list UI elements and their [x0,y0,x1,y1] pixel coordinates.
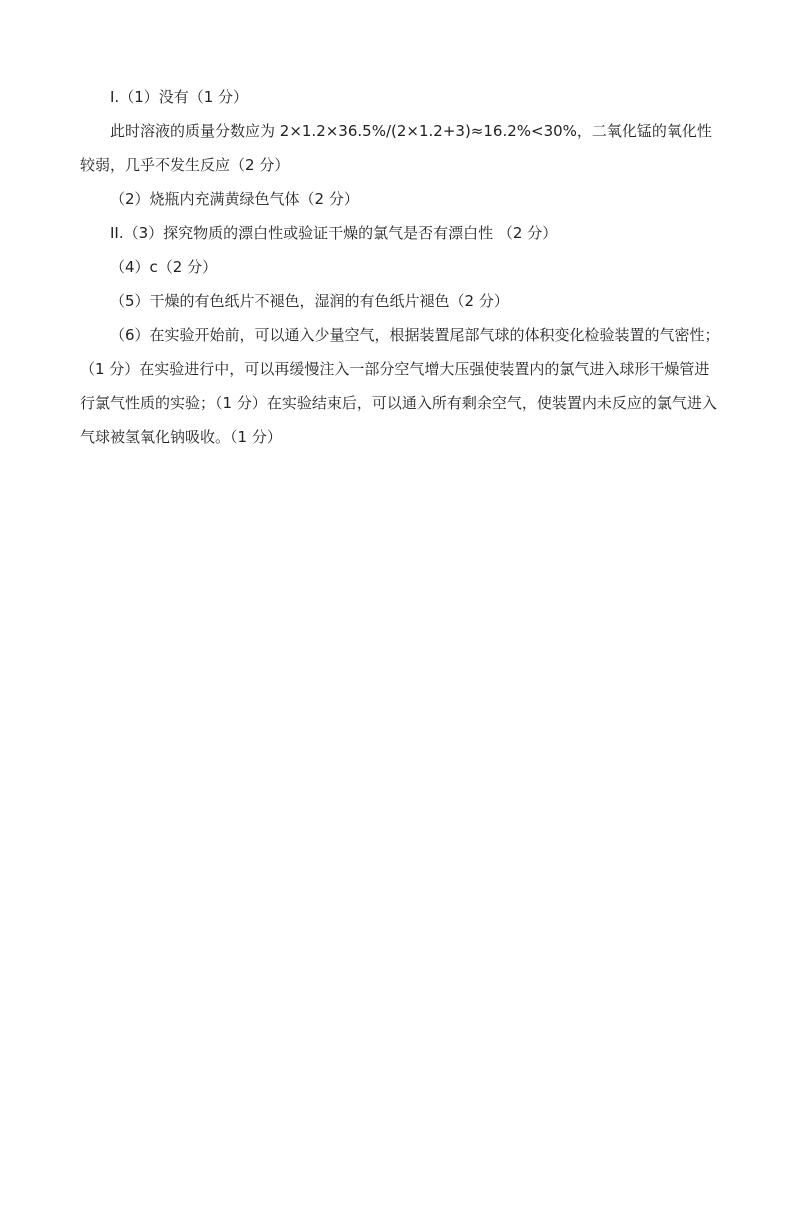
answer-part-1-q1: I.（1）没有（1 分） [110,88,249,106]
answer-explanation-q1: 此时溶液的质量分数应为 2×1.2×36.5%/(2×1.2+3)≈16.2%<30%，二氧化锰的氧化性较弱，几乎不发生反应（2 分） [80,122,712,174]
answer-q2: （2）烧瓶内充满黄绿色气体（2 分） [110,190,359,208]
answer-part-2-q3: II.（3）探究物质的漂白性或验证干燥的氯气是否有漂白性 （2 分） [110,224,558,242]
answer-q6: （6）在实验开始前，可以通入少量空气，根据装置尾部气球的体积变化检验装置的气密性；（1 分）在实验进行中，可以再缓慢注入一部分空气增大压强使装置内的氯气进入球形干燥管进行氯气性质的实验；（1 分）在实验结束后，可以通入所有剩余空气，使装置内未反应的氯气进入气球被氢氧化钠吸收。（1 分） [80,326,720,446]
answer-q4: （4）c（2 分） [110,258,218,276]
answer-content [80,80,720,454]
answer-q5: （5）干燥的有色纸片不褪色，湿润的有色纸片褪色（2 分） [110,292,509,310]
